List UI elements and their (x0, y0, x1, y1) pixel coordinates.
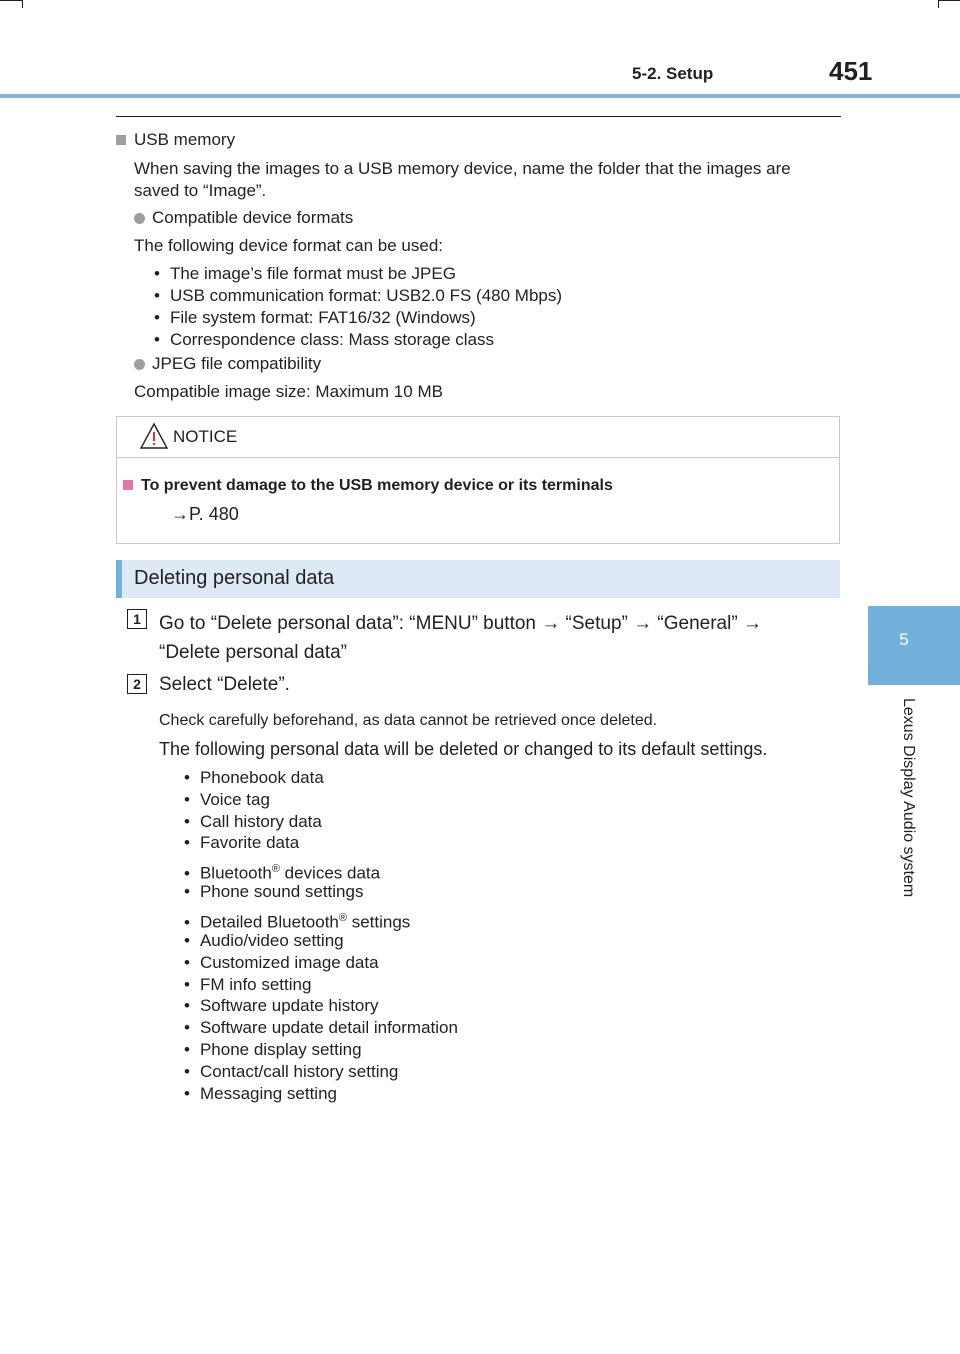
notice-title: NOTICE (173, 427, 238, 446)
usb-heading: USB memory (116, 129, 235, 151)
notice-box (116, 416, 840, 544)
registered-mark: ® (338, 911, 347, 924)
list-item: • Phonebook data (184, 768, 324, 787)
square-bullet-icon (123, 480, 133, 490)
format-item: • Correspondence class: Mass storage class (154, 330, 495, 349)
jpeg-text: Compatible image size: Maximum 10 MB (134, 382, 443, 401)
jpeg-heading: JPEG file compatibility (134, 353, 321, 375)
section-title: Deleting personal data (134, 567, 335, 589)
section-label: 5-2. Setup (632, 64, 714, 83)
circle-bullet-icon (134, 359, 145, 370)
list-item: • FM info setting (184, 974, 312, 994)
formats-heading: Compatible device formats (134, 207, 353, 229)
list-item: • Detailed Bluetooth® settings (184, 911, 411, 932)
registered-mark: ® (271, 863, 280, 876)
list-item: • Phone sound settings (184, 882, 364, 902)
format-item: • File system format: FAT16/32 (Windows) (154, 308, 476, 327)
notice-header (117, 417, 839, 458)
step-1-text: Go to “Delete personal data”: “MENU” button → “Setup” → “General” → “Delete personal data” (159, 613, 762, 663)
list-item: • Favorite data (184, 833, 300, 853)
section-title-bar (116, 560, 840, 598)
list-item: • Software update history (184, 996, 379, 1016)
chapter-tab (868, 606, 960, 685)
list-item: • Bluetooth® devices data (184, 863, 381, 883)
format-item: • USB communication format: USB2.0 FS (480 Mbps) (154, 286, 563, 305)
header-rule (0, 94, 960, 98)
warning-icon (139, 421, 169, 451)
step-number-1: 1 (127, 609, 147, 629)
list-item: • Phone display setting (184, 1039, 362, 1059)
page-number: 451 (829, 56, 873, 86)
caution-text: Check carefully beforehand, as data cannot be retrieved once deleted. (159, 712, 658, 729)
list-intro: The following personal data will be deleted or changed to its default settings. (159, 739, 768, 759)
content-rule (116, 116, 841, 117)
list-item: • Software update detail information (184, 1018, 458, 1038)
formats-intro: The following device format can be used: (134, 236, 444, 255)
chapter-number: 5 (899, 630, 909, 649)
list-item: • Audio/video setting (184, 930, 344, 950)
circle-bullet-icon (134, 213, 145, 224)
usb-intro: When saving the images to a USB memory device, name the folder that the images are saved to “Image”. (134, 159, 791, 200)
page-header (0, 0, 960, 100)
notice-page-ref[interactable]: →P. 480 (171, 504, 239, 524)
list-item: • Voice tag (184, 789, 270, 809)
list-item: • Customized image data (184, 952, 379, 972)
square-bullet-icon (116, 135, 126, 145)
step-number-2: 2 (127, 674, 147, 694)
list-item: • Call history data (184, 811, 322, 831)
format-item: • The image’s file format must be JPEG (154, 264, 456, 283)
step-2-text: Select “Delete”. (159, 674, 290, 695)
list-item: • Messaging setting (184, 1083, 337, 1103)
notice-item: To prevent damage to the USB memory device or its terminals (123, 475, 613, 497)
list-item: • Contact/call history setting (184, 1061, 399, 1081)
chapter-title: Lexus Display Audio system (900, 698, 917, 898)
deleted-data-list (184, 767, 458, 1104)
